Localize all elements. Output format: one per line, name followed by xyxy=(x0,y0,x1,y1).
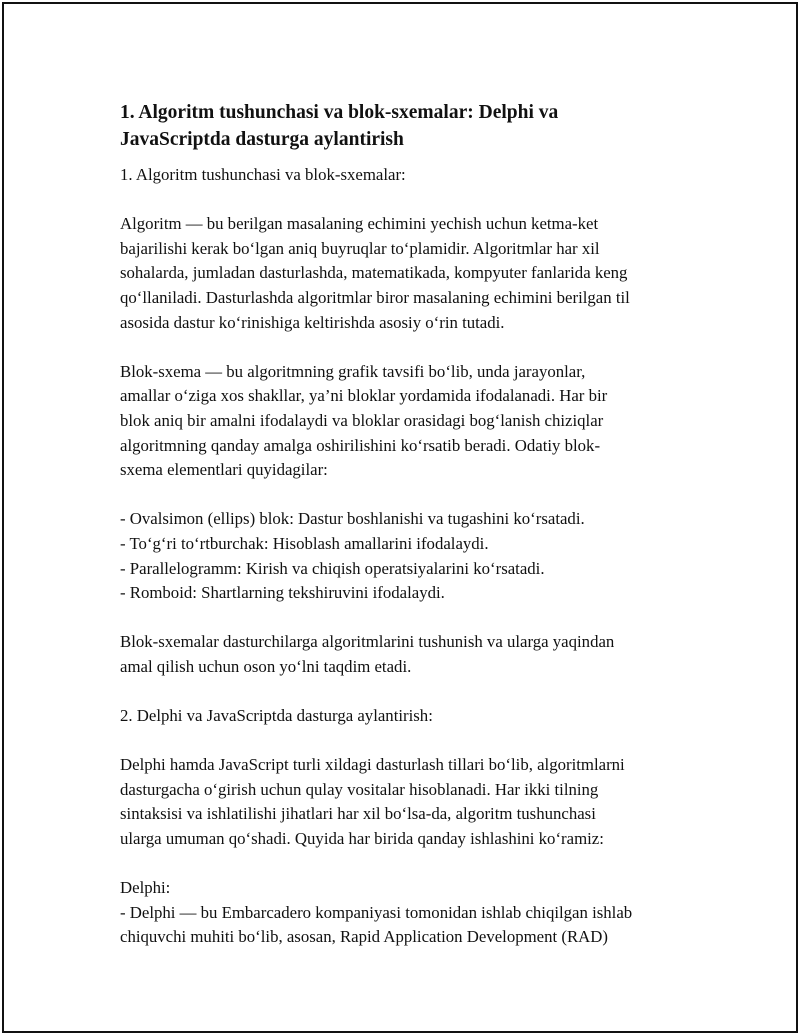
document-title xyxy=(120,99,700,153)
text-line: - Ovalsimon (ellips) blok: Dastur boshlanishi va tugashini ko‘rsatadi. xyxy=(120,509,585,529)
text-line: chiquvchi muhiti bo‘lib, asosan, Rapid Application Development (RAD) xyxy=(120,927,608,947)
text-line: Delphi hamda JavaScript turli xildagi dasturlash tillari bo‘lib, algoritmlarni xyxy=(120,755,625,775)
text-line: qo‘llaniladi. Dasturlashda algoritmlar biror masalaning echimini berilgan til xyxy=(120,287,630,307)
document-page xyxy=(2,2,798,1033)
text-line: 1. Algoritm tushunchasi va blok-sxemalar: xyxy=(120,165,406,184)
blank-line xyxy=(120,335,700,360)
text-line: algoritmning qanday amalga oshirilishini ko‘rsatib beradi. Odatiy blok- xyxy=(120,435,601,455)
text-line: sintaksisi va ishlatilishi jihatlari har xil bo‘lsa-da, algoritm tushunchasi xyxy=(120,804,596,824)
text-line: amallar o‘ziga xos shakllar, ya’ni bloklar yordamida ifodalanadi. Har bir xyxy=(120,386,608,406)
blank-line xyxy=(120,852,700,877)
text-line: bajarilishi kerak bo‘lgan aniq buyruqlar to‘plamidir. Algoritmlar har xil xyxy=(120,238,600,258)
text-line: - To‘g‘ri to‘rtburchak: Hisoblash amallarini ifodalaydi. xyxy=(120,533,489,553)
blank-line xyxy=(120,606,700,631)
text-line: - Parallelogramm: Kirish va chiqish operatsiyalarini ko‘rsatadi. xyxy=(120,558,545,578)
text-line: blok aniq bir amalni ifodalaydi va bloklar orasidagi bog‘lanish chiziqlar xyxy=(120,410,604,430)
text-line: ularga umuman qo‘shadi. Quyida har birida qanday ishlashini ko‘ramiz: xyxy=(120,829,604,849)
title-line: JavaScriptda dasturga aylantirish xyxy=(120,129,404,150)
blank-line xyxy=(120,483,700,508)
blank-line xyxy=(120,188,700,213)
text-line: - Delphi — bu Embarcadero kompaniyasi tomonidan ishlab chiqilgan ishlab xyxy=(120,902,633,922)
text-line: - Romboid: Shartlarning tekshiruvini ifodalaydi. xyxy=(120,583,445,603)
title-line: 1. Algoritm tushunchasi va blok-sxemalar: Delphi va xyxy=(120,102,559,123)
text-line: asosida dastur ko‘rinishiga keltirishda asosiy o‘rin tutadi. xyxy=(120,312,505,332)
text-line: sohalarda, jumladan dasturlashda, matematikada, kompyuter fanlarida keng xyxy=(120,263,628,283)
text-line: dasturgacha o‘girish uchun qulay vositalar hisoblanadi. Har ikki tilning xyxy=(120,779,599,799)
text-line: sxema elementlari quyidagilar: xyxy=(120,460,328,480)
text-line: Delphi: xyxy=(120,878,171,898)
document-content xyxy=(120,99,700,950)
text-line: Algoritm — bu berilgan masalaning echimini yechish uchun ketma-ket xyxy=(120,214,599,234)
text-line: amal qilish uchun oson yo‘lni taqdim etadi. xyxy=(120,656,412,676)
document-body xyxy=(120,163,700,950)
text-line: Blok-sxemalar dasturchilarga algoritmlarini tushunish va ularga yaqindan xyxy=(120,632,615,652)
blank-line xyxy=(120,729,700,754)
blank-line xyxy=(120,679,700,704)
text-line: Blok-sxema — bu algoritmning grafik tavsifi bo‘lib, unda jarayonlar, xyxy=(120,361,586,381)
text-line: 2. Delphi va JavaScriptda dasturga aylantirish: xyxy=(120,706,433,726)
